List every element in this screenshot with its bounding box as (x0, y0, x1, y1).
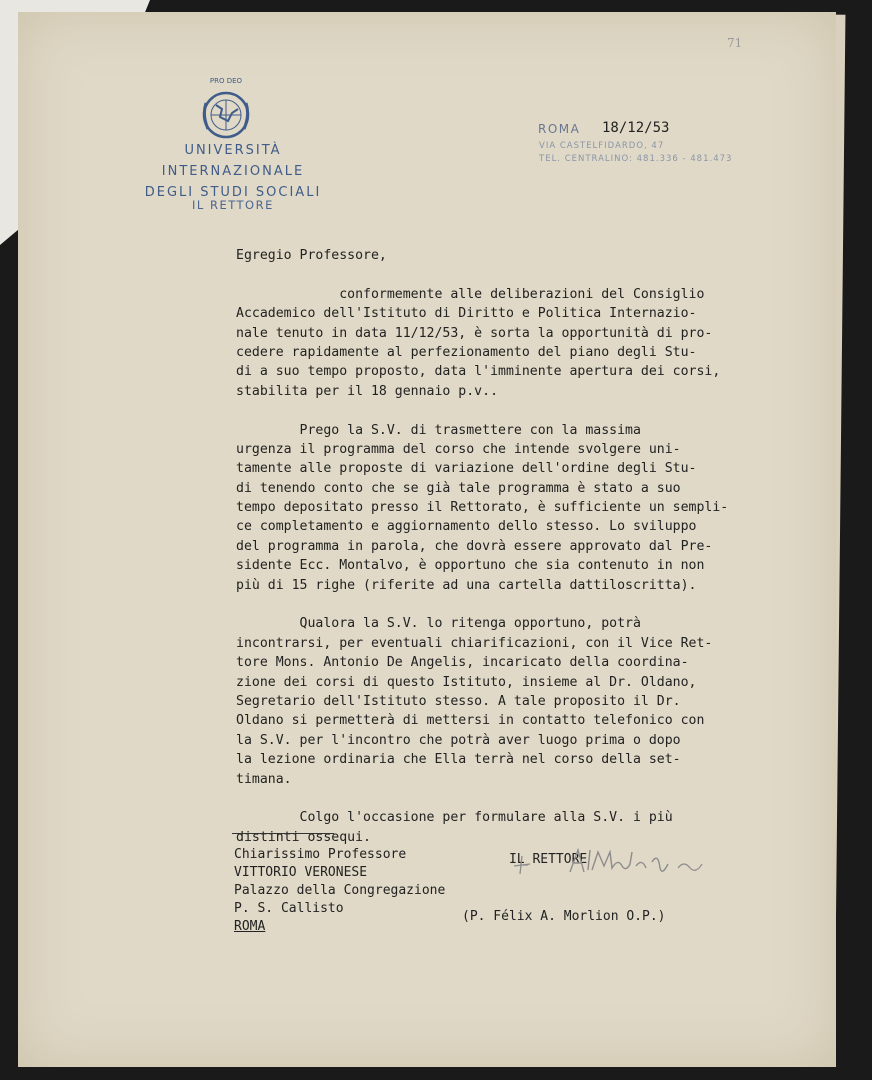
body-line: Qualora la S.V. lo ritenga opportuno, potrà (236, 616, 641, 632)
body-line: incontrarsi, per eventuali chiarificazioni, con il Vice Ret- (236, 635, 713, 651)
body-line: Prego la S.V. di trasmettere con la massima (236, 422, 641, 438)
body-line: Oldano si permetterà di mettersi in contatto telefonico con (236, 713, 705, 729)
addressee-title: Chiarissimo Professore (234, 847, 407, 862)
letterhead-place: ROMA (538, 122, 581, 136)
body-line: del programma in parola, che dovrà essere approvato dal Pre- (236, 538, 713, 554)
addressee-city: ROMA (234, 919, 266, 934)
body-line: tempo depositato presso il Rettorato, è sufficiente un sempli- (236, 500, 729, 516)
letterhead-office: IL RETTORE (192, 198, 274, 212)
body-line: di a suo tempo proposto, data l'imminente apertura dei corsi, (236, 364, 721, 380)
addressee-name: VITTORIO VERONESE (234, 865, 368, 880)
letter-date: 18/12/53 (602, 120, 670, 136)
un-emblem-icon (194, 73, 258, 148)
university-name (118, 140, 348, 203)
letterhead-contact (539, 140, 732, 166)
body-line (236, 267, 796, 286)
body-line: di tenendo conto che se già tale programma è stato a suo (236, 480, 681, 496)
body-line: urgenza il programma del corso che intende svolgere uni- (236, 441, 681, 457)
body-line: più di 15 righe (riferite ad una cartella dattiloscritta). (236, 577, 697, 593)
body-line: timana. (236, 771, 292, 787)
body-line (236, 403, 796, 422)
signature-name: (P. Félix A. Morlion O.P.) (462, 909, 666, 924)
body-line: sidente Ecc. Montalvo, è opportuno che sia contenuto in non (236, 558, 705, 574)
emblem-motto: PRO DEO (209, 77, 243, 85)
body-line: tamente alle proposte di variazione dell'ordine degli Stu- (236, 461, 697, 477)
body-line (236, 791, 796, 810)
university-line-2: DEGLI STUDI SOCIALI (144, 185, 322, 200)
addressee-building: Palazzo della Congregazione (234, 883, 446, 898)
body-line: Accademico dell'Istituto di Diritto e Politica Internazio- (236, 306, 697, 322)
body-line: nale tenuto in data 11/12/53, è sorta la opportunità di pro- (236, 325, 713, 341)
separator-line (232, 833, 334, 834)
body-line: conformemente alle deliberazioni del Consiglio (236, 286, 705, 302)
university-line-1: UNIVERSITÀ INTERNAZIONALE (161, 143, 305, 179)
body-line: tore Mons. Antonio De Angelis, incaricato della coordina- (236, 655, 689, 671)
body-line: Egregio Professore, (236, 248, 387, 263)
page-mark: 71 (727, 36, 743, 50)
body-line: cedere rapidamente al perfezionamento del piano degli Stu- (236, 344, 697, 360)
letterhead-street: VIA CASTELFIDARDO, 47 (539, 141, 665, 151)
signature-title: IL RETTORE (462, 852, 588, 867)
letter-body (236, 248, 796, 849)
body-line: ce completamento e aggiornamento dello stesso. Lo sviluppo (236, 519, 697, 535)
body-line: Segretario dell'Istituto stesso. A tale proposito il Dr. (236, 693, 681, 709)
handwritten-signature (512, 838, 722, 882)
body-line: zione dei corsi di questo Istituto, insieme al Dr. Oldano, (236, 674, 697, 690)
addressee-square: P. S. Callisto (234, 901, 344, 916)
addressee-block (234, 846, 445, 936)
body-line: la lezione ordinaria che Ella terrà nel corso della set- (236, 752, 681, 768)
body-line: la S.V. per l'incontro che potrà aver luogo prima o dopo (236, 732, 681, 748)
letterhead-phone: TEL. CENTRALINO: 481.336 - 481.473 (539, 154, 733, 164)
body-line: distinti ossequi. (236, 829, 371, 845)
body-line: Colgo l'occasione per formulare alla S.V. i più (236, 810, 673, 826)
body-line: stabilita per il 18 gennaio p.v.. (236, 383, 499, 399)
body-line (236, 597, 796, 616)
